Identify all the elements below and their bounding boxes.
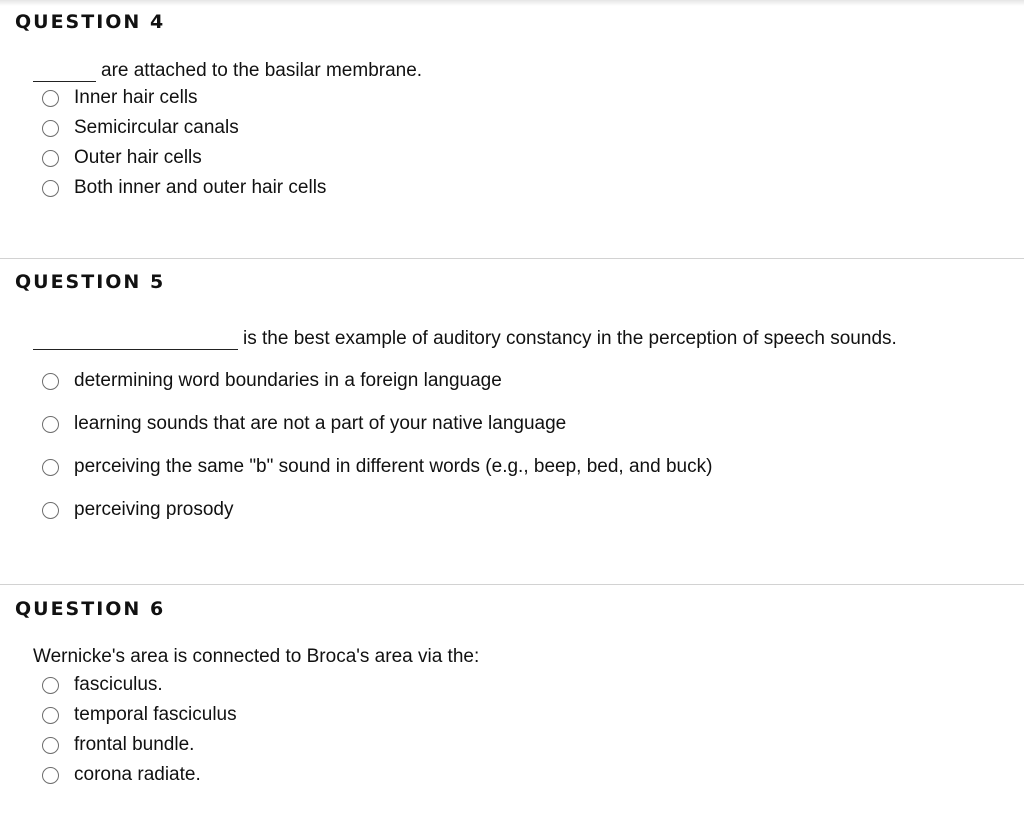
radio-button[interactable]: [42, 90, 59, 107]
question-divider: [0, 258, 1024, 259]
prompt-text: is the best example of auditory constancy in the perception of speech sounds.: [243, 328, 897, 349]
option-learning-sounds[interactable]: [42, 413, 566, 435]
radio-button[interactable]: [42, 502, 59, 519]
radio-button[interactable]: [42, 677, 59, 694]
option-prosody[interactable]: [42, 499, 233, 521]
radio-button[interactable]: [42, 416, 59, 433]
question-title: QUESTION 4: [15, 11, 166, 33]
option-fasciculus[interactable]: [42, 674, 163, 696]
radio-button[interactable]: [42, 459, 59, 476]
question-prompt: [33, 60, 422, 82]
top-shadow: [0, 0, 1024, 6]
option-word-boundaries[interactable]: [42, 370, 502, 392]
option-label: Semicircular canals: [74, 117, 239, 138]
option-label: Both inner and outer hair cells: [74, 177, 327, 198]
option-label: perceiving the same "b" sound in different words (e.g., beep, bed, and buck): [74, 456, 713, 477]
radio-button[interactable]: [42, 707, 59, 724]
option-label: corona radiate.: [74, 764, 201, 785]
question-prompt: [33, 328, 897, 350]
question-divider: [0, 584, 1024, 585]
option-label: frontal bundle.: [74, 734, 195, 755]
radio-button[interactable]: [42, 737, 59, 754]
answer-blank: [33, 63, 96, 82]
option-label: fasciculus.: [74, 674, 163, 695]
radio-button[interactable]: [42, 120, 59, 137]
prompt-text: are attached to the basilar membrane.: [101, 60, 423, 81]
radio-button[interactable]: [42, 180, 59, 197]
prompt-text: Wernicke's area is connected to Broca's area via the:: [33, 646, 480, 667]
question-title: QUESTION 6: [15, 598, 166, 620]
question-title: QUESTION 5: [15, 271, 166, 293]
option-outer-hair-cells[interactable]: [42, 147, 202, 169]
option-same-b-sound[interactable]: [42, 456, 712, 478]
radio-button[interactable]: [42, 150, 59, 167]
answer-blank: [33, 331, 238, 350]
option-label: learning sounds that are not a part of your native language: [74, 413, 567, 434]
option-corona-radiate[interactable]: [42, 764, 201, 786]
option-label: determining word boundaries in a foreign language: [74, 370, 502, 391]
radio-button[interactable]: [42, 373, 59, 390]
option-frontal-bundle[interactable]: [42, 734, 194, 756]
option-semicircular-canals[interactable]: [42, 117, 239, 139]
option-label: perceiving prosody: [74, 499, 234, 520]
option-label: temporal fasciculus: [74, 704, 237, 725]
option-inner-hair-cells[interactable]: [42, 87, 198, 109]
option-label: Outer hair cells: [74, 147, 202, 168]
option-both-hair-cells[interactable]: [42, 177, 326, 199]
radio-button[interactable]: [42, 767, 59, 784]
question-prompt: [33, 646, 479, 668]
option-label: Inner hair cells: [74, 87, 198, 108]
option-temporal-fasciculus[interactable]: [42, 704, 237, 726]
